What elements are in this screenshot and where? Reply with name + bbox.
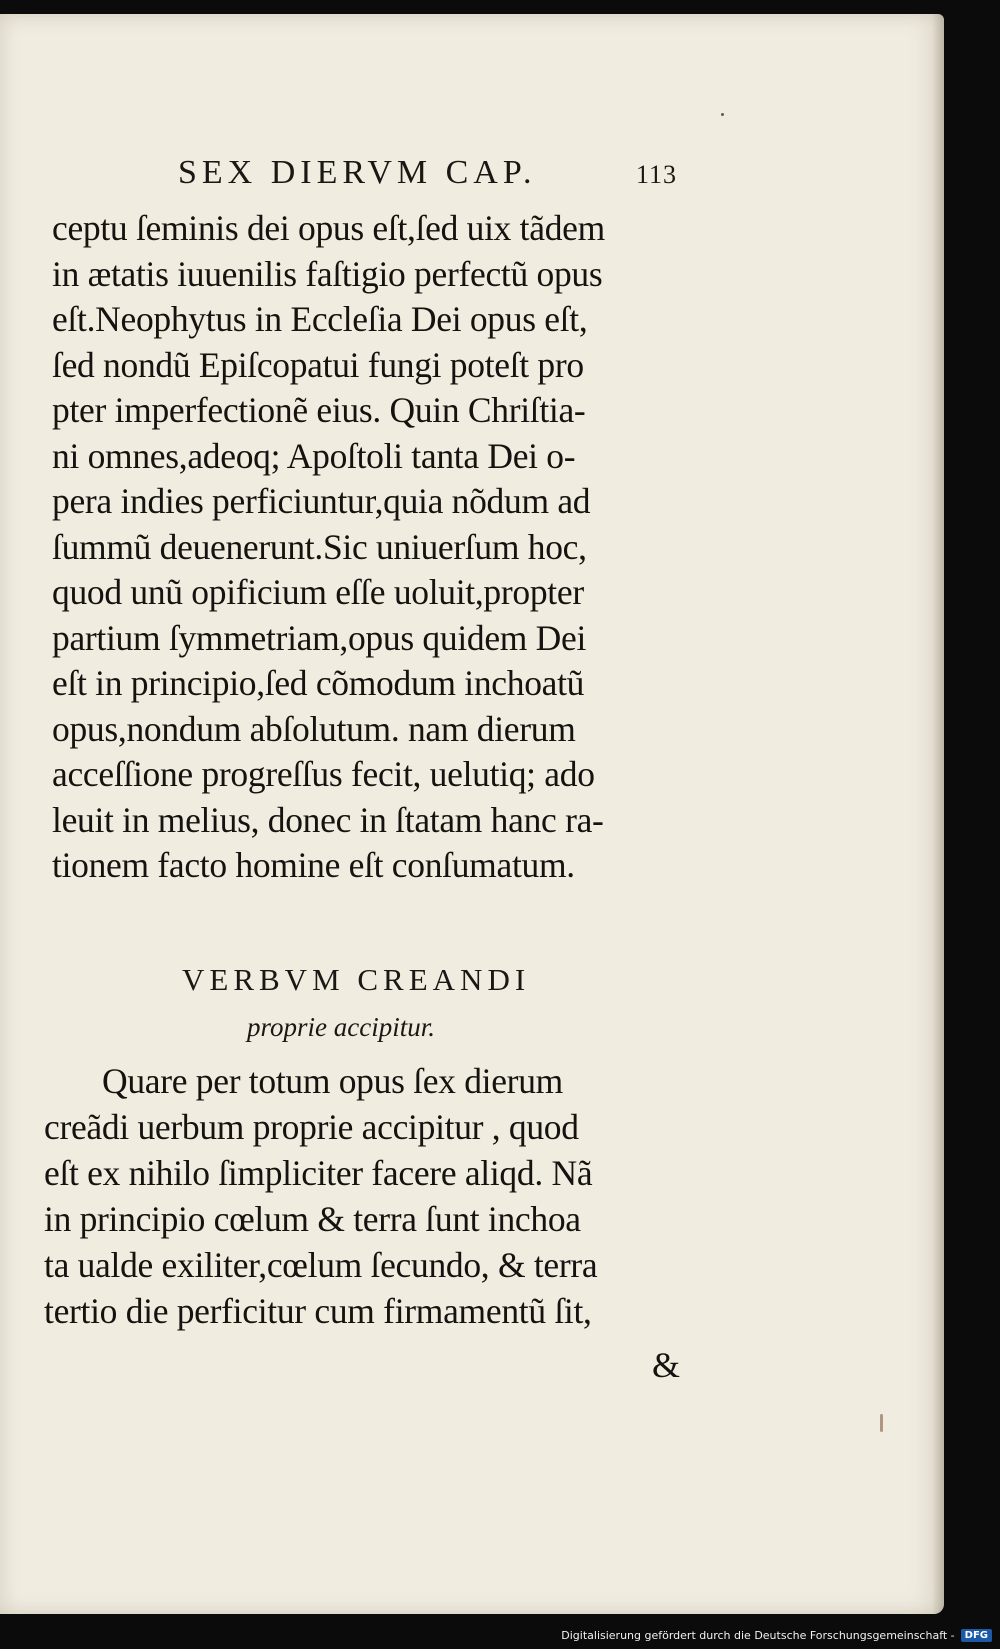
section-heading: VERBVM CREANDI <box>182 962 531 997</box>
section-subheading: proprie accipitur. <box>247 1012 435 1042</box>
funding-credit: Digitalisierung gefördert durch die Deutsche Forschungsgemeinschaft - <box>561 1628 955 1642</box>
text-line: in principio cœlum & terra ſunt inchoa <box>44 1199 581 1239</box>
text-line: eſt in principio,ſed cõmodum inchoatũ <box>52 663 585 703</box>
text-line: creãdi uerbum proprie accipitur , quod <box>44 1107 579 1147</box>
paragraph-continuation <box>52 206 722 889</box>
text-line: eſt.Neophytus in Eccleſia Dei opus eſt, <box>52 299 588 339</box>
footer-bar <box>0 1621 1000 1649</box>
text-line: tionem facto homine eſt conſumatum. <box>52 845 575 885</box>
text-line: quod unũ opificium eſſe uoluit,propter <box>52 572 584 612</box>
text-line: ni omnes,adeoq; Apoſtoli tanta Dei o- <box>52 435 576 476</box>
text-line: tertio die perficitur cum firmamentũ ſit, <box>44 1291 592 1331</box>
text-line: ſummũ deuenerunt.Sic uniuerſum hoc, <box>52 526 587 567</box>
running-head: SEX DIERVM CAP. <box>178 154 537 191</box>
page-number: 113 <box>636 160 678 189</box>
text-line: in ætatis iuuenilis faſtigio perfectũ opus <box>52 253 603 294</box>
paragraph-new <box>44 1058 714 1334</box>
text-line: ceptu ſeminis dei opus eſt,ſed uix tãdem <box>52 208 605 248</box>
book-page <box>0 14 944 1614</box>
text-line: ſed nondũ Epiſcopatui fungi poteſt pro <box>52 344 584 385</box>
ink-speck <box>721 113 724 116</box>
dfg-logo[interactable]: DFG <box>961 1629 992 1642</box>
text-line: ta ualde exiliter,cœlum ſecundo, & terra <box>44 1245 598 1285</box>
text-line: partium ſymmetriam,opus quidem Dei <box>52 617 587 658</box>
text-line: eſt ex nihilo ſimpliciter facere aliqd. Nã <box>44 1153 593 1193</box>
ink-mark <box>880 1414 883 1432</box>
text-line: opus,nondum abſolutum. nam dierum <box>52 708 576 749</box>
catchword: & <box>652 1345 681 1385</box>
text-line: pter imperfectionẽ eius. Quin Chriſtia- <box>52 390 586 430</box>
text-line: acceſſione progreſſus fecit, uelutiq; ado <box>52 754 595 794</box>
text-line: pera indies perficiuntur,quia nõdum ad <box>52 481 591 521</box>
text-line: leuit in melius, donec in ſtatam hanc ra- <box>52 799 604 840</box>
text-line: Quare per totum opus ſex dierum <box>102 1061 563 1101</box>
